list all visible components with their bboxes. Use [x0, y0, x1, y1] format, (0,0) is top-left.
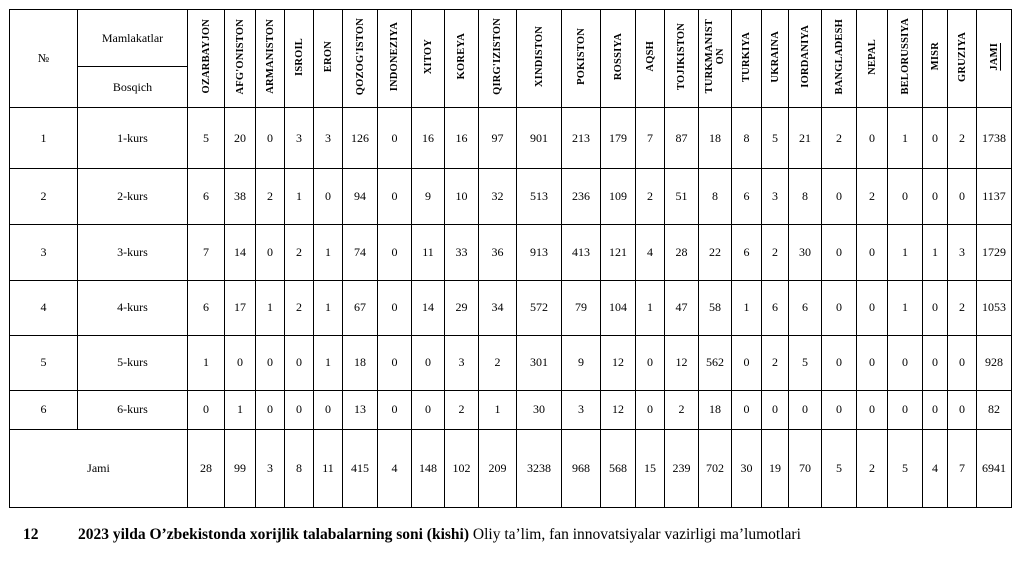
total-cell: 4: [378, 429, 412, 507]
table-cell: 21: [789, 108, 822, 169]
table-cell: 2: [445, 390, 479, 429]
country-name: BELORUSSIYA: [899, 18, 911, 95]
table-cell: 0: [378, 225, 412, 280]
total-cell: 209: [479, 429, 517, 507]
table-cell: 109: [601, 169, 636, 225]
table-cell: 1: [732, 280, 762, 335]
country-name: QOZOG'ISTON: [354, 17, 366, 96]
country-name: INDONEZIYA: [389, 21, 400, 92]
table-cell: 0: [923, 335, 948, 390]
row-number: 3: [10, 225, 78, 280]
country-header: [789, 10, 822, 108]
country-name: ERON: [322, 41, 334, 73]
table-cell: 2: [285, 280, 314, 335]
table-cell: 22: [699, 225, 732, 280]
table-cell: 0: [789, 390, 822, 429]
table-cell: 79: [562, 280, 601, 335]
table-cell: 901: [517, 108, 562, 169]
country-name: UKRAINA: [769, 30, 781, 83]
table-cell: 0: [285, 335, 314, 390]
table-cell: 74: [343, 225, 378, 280]
table-cell: 38: [225, 169, 256, 225]
table-cell: 0: [923, 280, 948, 335]
table-row: [10, 280, 1012, 335]
total-cell: 7: [948, 429, 977, 507]
table-cell: 0: [888, 335, 923, 390]
table-cell: 30: [517, 390, 562, 429]
country-name: ISROIL: [293, 37, 305, 76]
table-cell: 1: [888, 108, 923, 169]
row-label: 6-kurs: [78, 390, 188, 429]
table-cell: 2: [948, 280, 977, 335]
table-cell: 236: [562, 169, 601, 225]
table-cell: 2: [762, 225, 789, 280]
country-header: [977, 10, 1012, 108]
row-label: 1-kurs: [78, 108, 188, 169]
table-cell: 12: [601, 390, 636, 429]
table-cell: 1: [314, 335, 343, 390]
table-cell: 179: [601, 108, 636, 169]
table-cell: 1137: [977, 169, 1012, 225]
total-cell: 102: [445, 429, 479, 507]
total-cell: 239: [665, 429, 699, 507]
country-name: ARMANISTON: [264, 19, 276, 94]
table-cell: 1: [923, 225, 948, 280]
table-cell: 3: [948, 225, 977, 280]
country-header: [412, 10, 445, 108]
table-cell: 513: [517, 169, 562, 225]
table-cell: 0: [732, 390, 762, 429]
table-cell: 928: [977, 335, 1012, 390]
total-cell: 148: [412, 429, 445, 507]
country-name: IORDANIYA: [799, 25, 811, 88]
table-cell: 13: [343, 390, 378, 429]
table-cell: 0: [378, 390, 412, 429]
table-cell: 6: [789, 280, 822, 335]
table-cell: 0: [256, 335, 285, 390]
countries-header: Mamlakatlar: [78, 10, 188, 67]
country-name: POKISTON: [575, 28, 587, 86]
table-cell: 14: [412, 280, 445, 335]
country-name: BANGLADESH: [833, 18, 845, 95]
table-cell: 3: [562, 390, 601, 429]
table-cell: 5: [762, 108, 789, 169]
total-cell: 11: [314, 429, 343, 507]
table-caption: [23, 526, 801, 544]
table-cell: 3: [445, 335, 479, 390]
table-cell: 0: [822, 390, 857, 429]
table-cell: 47: [665, 280, 699, 335]
total-cell: 6941: [977, 429, 1012, 507]
table-row: [10, 225, 1012, 280]
table-cell: 0: [923, 390, 948, 429]
table-cell: 18: [699, 108, 732, 169]
table-cell: 2: [762, 335, 789, 390]
table-cell: 213: [562, 108, 601, 169]
table-cell: 94: [343, 169, 378, 225]
table-cell: 34: [479, 280, 517, 335]
country-header: [665, 10, 699, 108]
table-cell: 51: [665, 169, 699, 225]
total-cell: 70: [789, 429, 822, 507]
header-row: [10, 10, 1012, 67]
country-name: MISR: [929, 42, 941, 71]
total-cell: 30: [732, 429, 762, 507]
table-cell: 6: [188, 280, 225, 335]
country-header: [314, 10, 343, 108]
table-cell: 0: [857, 280, 888, 335]
country-name: OZARBAYJON: [200, 19, 212, 94]
table-cell: 1738: [977, 108, 1012, 169]
country-name: ROSSIYA: [612, 33, 624, 81]
table-cell: 104: [601, 280, 636, 335]
row-number: 4: [10, 280, 78, 335]
table-cell: 1053: [977, 280, 1012, 335]
table-cell: 3: [285, 108, 314, 169]
table-cell: 0: [256, 225, 285, 280]
total-cell: 3: [256, 429, 285, 507]
table-cell: 2: [256, 169, 285, 225]
table-cell: 18: [343, 335, 378, 390]
table-cell: 0: [948, 335, 977, 390]
table-cell: 0: [822, 169, 857, 225]
table-cell: 2: [857, 169, 888, 225]
country-name: TOJIKISTON: [676, 23, 687, 91]
table-cell: 67: [343, 280, 378, 335]
country-header: [285, 10, 314, 108]
table-cell: 10: [445, 169, 479, 225]
country-header: [857, 10, 888, 108]
table-cell: 12: [665, 335, 699, 390]
table-cell: 9: [562, 335, 601, 390]
country-header: [517, 10, 562, 108]
table-cell: 0: [888, 390, 923, 429]
country-header: [256, 10, 285, 108]
stage-header: Bosqich: [78, 67, 188, 108]
table-cell: 0: [256, 390, 285, 429]
table-cell: 0: [256, 108, 285, 169]
country-name: AFG'ONISTON: [234, 18, 246, 95]
table-cell: 0: [923, 169, 948, 225]
number-header: №: [10, 10, 78, 108]
total-cell: 2: [857, 429, 888, 507]
table-cell: 2: [948, 108, 977, 169]
table-cell: 9: [412, 169, 445, 225]
table-cell: 2: [665, 390, 699, 429]
table-cell: 0: [888, 169, 923, 225]
table-cell: 16: [445, 108, 479, 169]
table-cell: 0: [314, 390, 343, 429]
table-cell: 0: [188, 390, 225, 429]
students-table: [9, 9, 1012, 508]
table-cell: 8: [732, 108, 762, 169]
table-cell: 0: [378, 169, 412, 225]
table-cell: 11: [412, 225, 445, 280]
table-cell: 2: [636, 169, 665, 225]
table-cell: 33: [445, 225, 479, 280]
country-header: [601, 10, 636, 108]
total-cell: 99: [225, 429, 256, 507]
table-cell: 0: [948, 390, 977, 429]
table-cell: 6: [762, 280, 789, 335]
table-cell: 3: [314, 108, 343, 169]
country-name: TURKMANIST ON: [704, 19, 726, 94]
row-number: 2: [10, 169, 78, 225]
total-cell: 415: [343, 429, 378, 507]
table-cell: 0: [378, 335, 412, 390]
country-header: [822, 10, 857, 108]
total-cell: 568: [601, 429, 636, 507]
table-cell: 1: [256, 280, 285, 335]
table-cell: 572: [517, 280, 562, 335]
table-cell: 2: [822, 108, 857, 169]
table-cell: 5: [789, 335, 822, 390]
row-label: 5-kurs: [78, 335, 188, 390]
country-name: NEPAL: [866, 38, 878, 75]
table-cell: 7: [636, 108, 665, 169]
table-cell: 126: [343, 108, 378, 169]
table-cell: 2: [479, 335, 517, 390]
table-cell: 0: [822, 280, 857, 335]
table-cell: 0: [636, 390, 665, 429]
country-name: JAMI: [988, 42, 1000, 71]
table-cell: 8: [789, 169, 822, 225]
total-cell: 19: [762, 429, 789, 507]
table-cell: 6: [188, 169, 225, 225]
table-cell: 28: [665, 225, 699, 280]
table-cell: 6: [732, 225, 762, 280]
total-cell: 28: [188, 429, 225, 507]
table-cell: 82: [977, 390, 1012, 429]
table-cell: 0: [412, 335, 445, 390]
table-row: [10, 169, 1012, 225]
table-cell: 562: [699, 335, 732, 390]
table-cell: 6: [732, 169, 762, 225]
row-label: 3-kurs: [78, 225, 188, 280]
table-cell: 0: [857, 225, 888, 280]
country-name: GRUZIYA: [956, 31, 968, 82]
table-cell: 0: [857, 108, 888, 169]
table-cell: 0: [822, 225, 857, 280]
table-cell: 16: [412, 108, 445, 169]
country-header: [479, 10, 517, 108]
table-row: [10, 108, 1012, 169]
table-cell: 14: [225, 225, 256, 280]
table-cell: 32: [479, 169, 517, 225]
total-label: Jami: [10, 429, 188, 507]
table-cell: 4: [636, 225, 665, 280]
table-row: [10, 335, 1012, 390]
table-cell: 97: [479, 108, 517, 169]
table-row: [10, 390, 1012, 429]
country-header: [732, 10, 762, 108]
table-cell: 0: [378, 108, 412, 169]
table-cell: 1: [188, 335, 225, 390]
table-cell: 0: [412, 390, 445, 429]
country-name: XITOY: [422, 38, 434, 75]
table-cell: 0: [857, 335, 888, 390]
total-cell: 3238: [517, 429, 562, 507]
table-cell: 18: [699, 390, 732, 429]
table-cell: 7: [188, 225, 225, 280]
table-cell: 1: [314, 280, 343, 335]
table-cell: 0: [225, 335, 256, 390]
row-label: 4-kurs: [78, 280, 188, 335]
country-header: [445, 10, 479, 108]
total-cell: 5: [888, 429, 923, 507]
table-cell: 2: [285, 225, 314, 280]
country-name: XINDISTON: [533, 26, 545, 88]
table-cell: 0: [636, 335, 665, 390]
country-header: [188, 10, 225, 108]
total-cell: 702: [699, 429, 732, 507]
country-header: [948, 10, 977, 108]
country-header: [699, 10, 732, 108]
table-cell: 0: [314, 169, 343, 225]
table-cell: 0: [762, 390, 789, 429]
country-name: TURKIYA: [741, 31, 752, 82]
table-cell: 301: [517, 335, 562, 390]
country-header: [923, 10, 948, 108]
table-cell: 1: [888, 280, 923, 335]
country-header: [762, 10, 789, 108]
table-cell: 0: [948, 169, 977, 225]
country-name: QIRG'IZISTON: [492, 18, 503, 96]
table-cell: 36: [479, 225, 517, 280]
table-cell: 17: [225, 280, 256, 335]
table-cell: 0: [285, 390, 314, 429]
table-cell: 5: [188, 108, 225, 169]
country-header: [225, 10, 256, 108]
table-cell: 121: [601, 225, 636, 280]
total-cell: 8: [285, 429, 314, 507]
country-header: [888, 10, 923, 108]
row-number: 6: [10, 390, 78, 429]
caption-title: 2023 yilda O’zbekistonda xorijlik talabalarning soni (kishi): [78, 526, 470, 543]
country-header: [378, 10, 412, 108]
caption-number: 12: [23, 526, 39, 543]
table-cell: 0: [378, 280, 412, 335]
table-cell: 87: [665, 108, 699, 169]
total-row: [10, 429, 1012, 507]
table-cell: 1: [888, 225, 923, 280]
table-cell: 58: [699, 280, 732, 335]
table-cell: 0: [923, 108, 948, 169]
total-cell: 968: [562, 429, 601, 507]
table-cell: 12: [601, 335, 636, 390]
caption-source: Oliy ta’lim, fan innovatsiyalar vazirligi ma’lumotlari: [472, 526, 801, 543]
table-cell: 1: [314, 225, 343, 280]
row-number: 1: [10, 108, 78, 169]
table-cell: 913: [517, 225, 562, 280]
table-cell: 0: [857, 390, 888, 429]
country-header: [636, 10, 665, 108]
table-cell: 1: [636, 280, 665, 335]
table-cell: 3: [762, 169, 789, 225]
table-cell: 1: [285, 169, 314, 225]
row-label: 2-kurs: [78, 169, 188, 225]
country-name: AQSH: [644, 41, 656, 72]
total-cell: 4: [923, 429, 948, 507]
table-cell: 30: [789, 225, 822, 280]
table-cell: 0: [822, 335, 857, 390]
table-cell: 0: [732, 335, 762, 390]
table-cell: 1: [225, 390, 256, 429]
country-name: KOREYA: [456, 33, 467, 80]
country-header: [343, 10, 378, 108]
table-cell: 29: [445, 280, 479, 335]
table-cell: 1: [479, 390, 517, 429]
table-cell: 1729: [977, 225, 1012, 280]
row-number: 5: [10, 335, 78, 390]
total-cell: 5: [822, 429, 857, 507]
table-cell: 8: [699, 169, 732, 225]
country-header: [562, 10, 601, 108]
table-cell: 413: [562, 225, 601, 280]
table-cell: 20: [225, 108, 256, 169]
total-cell: 15: [636, 429, 665, 507]
